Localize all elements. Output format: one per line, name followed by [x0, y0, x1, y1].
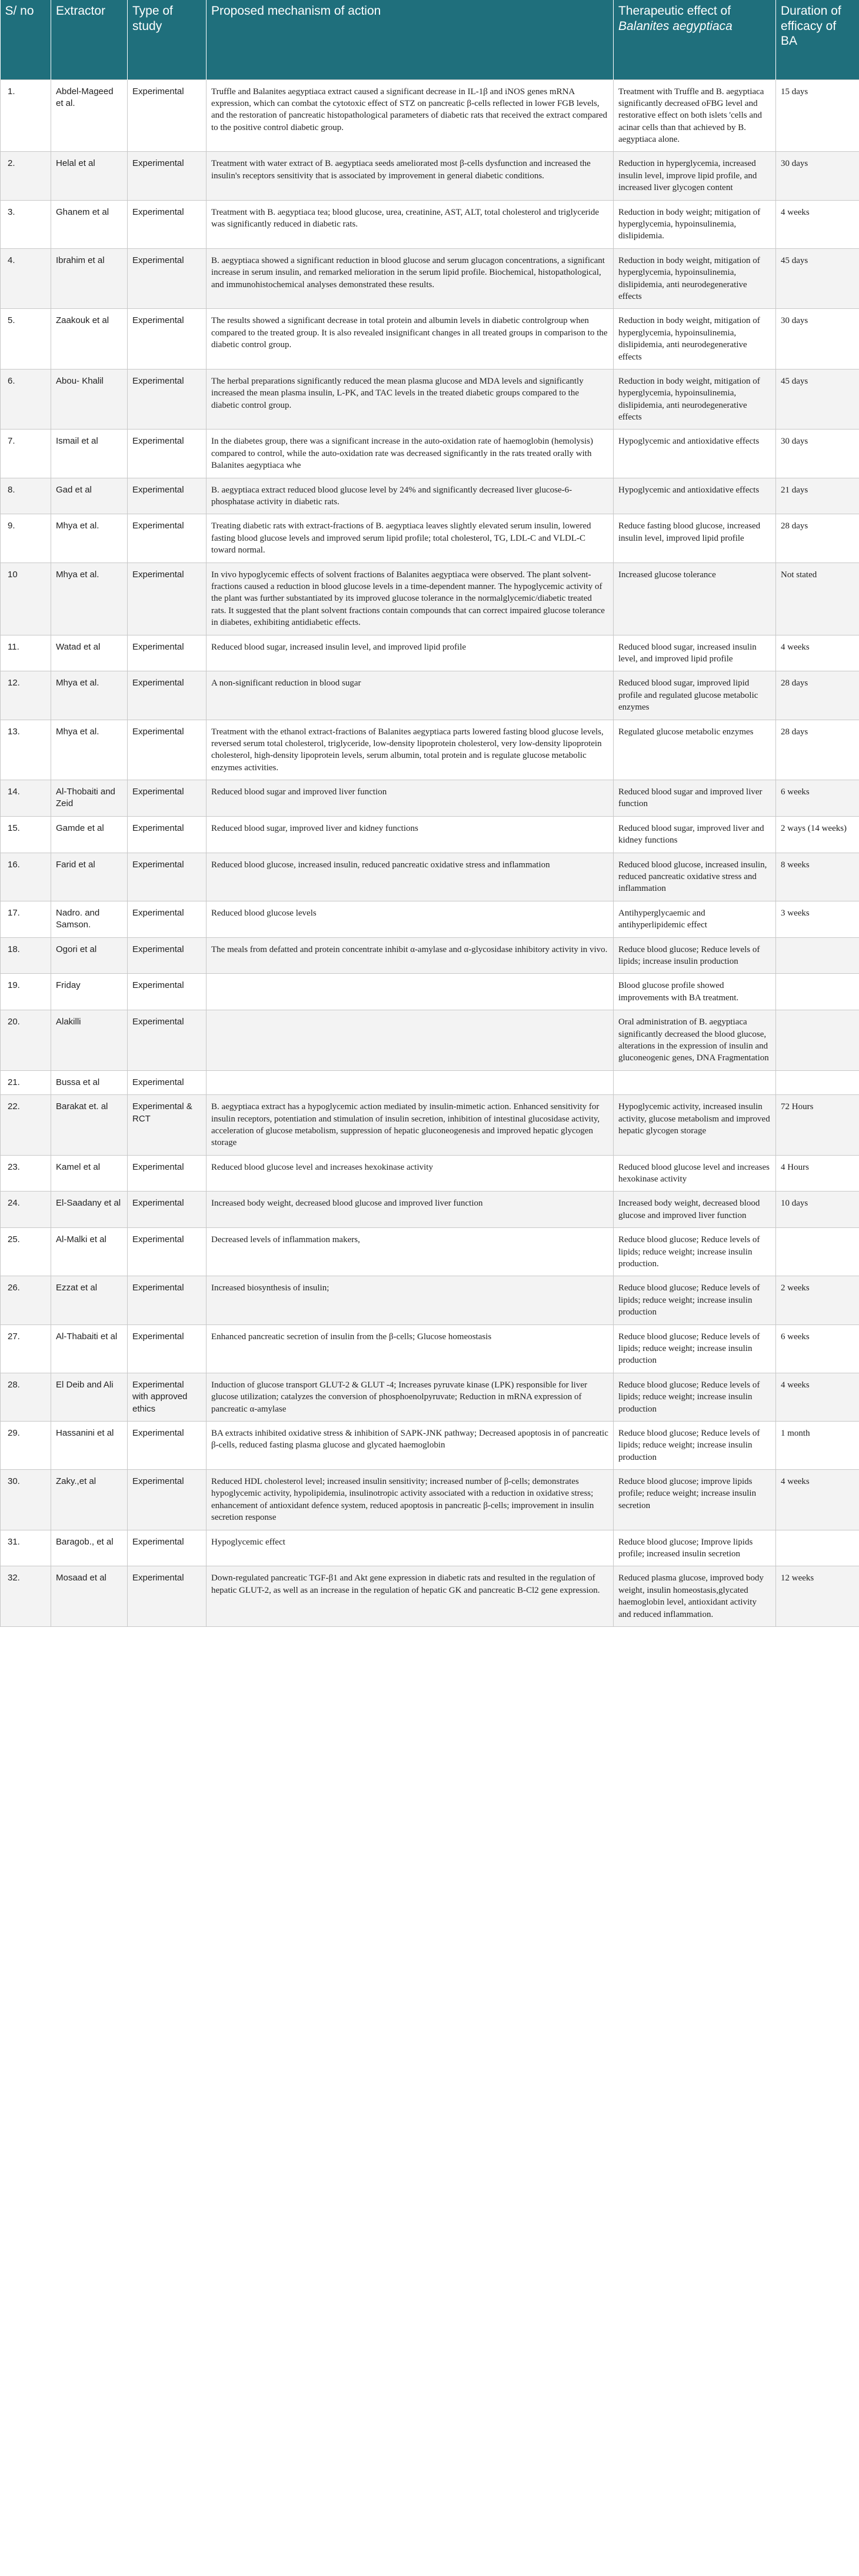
cell-type: Experimental [128, 1070, 207, 1094]
cell-extractor: Barakat et. al [51, 1095, 128, 1156]
table-row [1, 901, 859, 937]
header-sno: S/ no [1, 0, 51, 79]
cell-duration: 4 weeks [776, 635, 859, 671]
cell-sno: 16. [1, 853, 51, 901]
cell-duration: 72 Hours [776, 1095, 859, 1156]
cell-extractor: Al-Thobaiti and Zeid [51, 780, 128, 817]
cell-effect: Reduce blood glucose; improve lipids profile; reduce weight; increase insulin secretion [614, 1470, 776, 1530]
cell-sno: 29. [1, 1421, 51, 1469]
cell-extractor: Zaakouk et al [51, 309, 128, 370]
cell-effect: Treatment with Truffle and B. aegyptiaca significantly decreased oFBG level and restorative effect on both islets 'cells and acinar cells than that achieved by B. aegyptiaca alone. [614, 79, 776, 152]
table-row [1, 1421, 859, 1469]
cell-type: Experimental [128, 816, 207, 853]
cell-duration [776, 974, 859, 1010]
cell-sno: 6. [1, 369, 51, 430]
cell-extractor: Abdel-Mageed et al. [51, 79, 128, 152]
cell-effect: Antihyperglycaemic and antihyperlipidemic effect [614, 901, 776, 937]
cell-effect: Reduce blood glucose; Reduce levels of lipids; reduce weight; increase insulin production [614, 1421, 776, 1469]
table-row [1, 1228, 859, 1276]
cell-sno: 32. [1, 1566, 51, 1627]
cell-duration: 4 Hours [776, 1155, 859, 1192]
cell-duration: 45 days [776, 369, 859, 430]
cell-extractor: El-Saadany et al [51, 1192, 128, 1228]
cell-sno: 14. [1, 780, 51, 817]
cell-duration: 8 weeks [776, 853, 859, 901]
cell-mechanism: Reduced blood sugar, increased insulin level, and improved lipid profile [207, 635, 614, 671]
cell-duration: 3 weeks [776, 901, 859, 937]
cell-effect: Hypoglycemic and antioxidative effects [614, 430, 776, 478]
table-row [1, 937, 859, 974]
table-row [1, 1070, 859, 1094]
cell-sno: 31. [1, 1530, 51, 1566]
cell-mechanism: The herbal preparations significantly reduced the mean plasma glucose and MDA levels and significantly increased the mean plasma insulin, L-PK, and TAC levels in the treated diabetic groups compared to the diabetic control group. [207, 369, 614, 430]
header-effect-species: Balanites aegyptiaca [618, 19, 733, 33]
cell-sno: 26. [1, 1276, 51, 1324]
cell-duration: 45 days [776, 248, 859, 309]
cell-effect: Reduction in body weight, mitigation of hyperglycemia, hypoinsulinemia, dislipidemia, anti neurodegenerative effects [614, 248, 776, 309]
cell-mechanism: Induction of glucose transport GLUT-2 & GLUT -4; Increases pyruvate kinase (LPK) responsible for liver glucose utilization; catalyzes the conversion of phosphoenolpyruvate; Reduction in mRNA expression of pancreatic α-amylase [207, 1373, 614, 1421]
cell-type: Experimental [128, 563, 207, 635]
cell-mechanism: B. aegyptiaca showed a significant reduction in blood glucose and serum glucagon concentrations, a significant increase in serum insulin, and remarked melioration in the serum lipid profile. Biochemical, histopathological, and immunohistochemical analyses demonstrated these results. [207, 248, 614, 309]
table-row [1, 478, 859, 514]
cell-type: Experimental [128, 200, 207, 248]
cell-mechanism: Treating diabetic rats with extract-fractions of B. aegyptiaca leaves slightly elevated serum insulin, lowered fasting blood glucose levels and improved serum lipid profile; total cholesterol, TG, LDL-C and VLDL-C toward normal. [207, 514, 614, 563]
table-row [1, 671, 859, 720]
cell-sno: 15. [1, 816, 51, 853]
cell-type: Experimental [128, 1530, 207, 1566]
cell-effect: Increased body weight, decreased blood glucose and improved liver function [614, 1192, 776, 1228]
cell-type: Experimental [128, 1192, 207, 1228]
cell-type: Experimental [128, 901, 207, 937]
cell-type: Experimental [128, 853, 207, 901]
cell-mechanism: In vivo hypoglycemic effects of solvent fractions of Balanites aegyptiaca were observed. The plant solvent-fractions caused a reduction in blood glucose levels in a time-dependent manner. The hypoglycemic activity of the plant was further substantiated by its improved glucose tolerance in the normalglycemic/diabetic treated rats. It suggested that the plant solvent fractions contain compounds that can correct impaired glucose tolerance in diabetes, exhibiting antidiabetic effects. [207, 563, 614, 635]
cell-duration: 6 weeks [776, 780, 859, 817]
cell-type: Experimental [128, 1324, 207, 1373]
header-extractor: Extractor [51, 0, 128, 79]
cell-mechanism: Reduced blood glucose level and increases hexokinase activity [207, 1155, 614, 1192]
cell-mechanism: B. aegyptiaca extract reduced blood glucose level by 24% and significantly decreased liver glucose-6-phosphatase activity in diabetic rats. [207, 478, 614, 514]
cell-mechanism: B. aegyptiaca extract has a hypoglycemic action mediated by insulin-mimetic action. Enhanced sensitivity for insulin receptors, potentiation and stimulation of insulin secretion, inhibition of intestinal glucosidase activity, acceleration of glucose metabolism, suppression of hepatic gluconeogenesis and improved hepatic glycogen storage [207, 1095, 614, 1156]
cell-mechanism: Treatment with water extract of B. aegyptiaca seeds ameliorated most β-cells dysfunction and increased the insulin's receptors sensitivity that is associated by improvement in general diabetic conditions. [207, 152, 614, 200]
cell-extractor: Al-Malki et al [51, 1228, 128, 1276]
cell-sno: 20. [1, 1010, 51, 1071]
cell-type: Experimental [128, 152, 207, 200]
cell-type: Experimental [128, 937, 207, 974]
cell-duration: 2 ways (14 weeks) [776, 816, 859, 853]
cell-type: Experimental [128, 780, 207, 817]
cell-sno: 8. [1, 478, 51, 514]
cell-duration: 30 days [776, 152, 859, 200]
header-row [1, 0, 859, 79]
cell-mechanism: Treatment with B. aegyptiaca tea; blood glucose, urea, creatinine, AST, ALT, total cholesterol and triglyceride was significantly reduced in diabetic rats. [207, 200, 614, 248]
table-row [1, 514, 859, 563]
cell-effect: Reduced blood glucose level and increases hexokinase activity [614, 1155, 776, 1192]
table-row [1, 1324, 859, 1373]
cell-sno: 7. [1, 430, 51, 478]
cell-type: Experimental [128, 671, 207, 720]
table-row [1, 248, 859, 309]
cell-extractor: Kamel et al [51, 1155, 128, 1192]
cell-sno: 11. [1, 635, 51, 671]
cell-effect: Regulated glucose metabolic enzymes [614, 720, 776, 780]
cell-extractor: El Deib and Ali [51, 1373, 128, 1421]
cell-sno: 22. [1, 1095, 51, 1156]
cell-type: Experimental [128, 369, 207, 430]
cell-effect: Reduced blood sugar, increased insulin level, and improved lipid profile [614, 635, 776, 671]
cell-type: Experimental [128, 514, 207, 563]
cell-sno: 12. [1, 671, 51, 720]
cell-duration: 15 days [776, 79, 859, 152]
cell-mechanism: In the diabetes group, there was a significant increase in the auto-oxidation rate of haemoglobin (hemolysis) compared to control, while the auto-oxidation rate was decreased significantly in the rats treated orally with Balanites aegyptiaca whe [207, 430, 614, 478]
cell-type: Experimental [128, 1470, 207, 1530]
cell-mechanism: Down-regulated pancreatic TGF-β1 and Akt gene expression in diabetic rats and resulted in the regulation of hepatic GLUT-2, as well as an increase in the regulation of hepatic GK and pancreatic B-Cl2 gene expression. [207, 1566, 614, 1627]
header-mechanism: Proposed mechanism of action [207, 0, 614, 79]
cell-extractor: Mhya et al. [51, 514, 128, 563]
cell-effect: Hypoglycemic and antioxidative effects [614, 478, 776, 514]
cell-effect: Reduced blood sugar, improved lipid profile and regulated glucose metabolic enzymes [614, 671, 776, 720]
cell-duration: 28 days [776, 671, 859, 720]
cell-mechanism [207, 1010, 614, 1071]
cell-extractor: Ghanem et al [51, 200, 128, 248]
cell-mechanism: Increased biosynthesis of insulin; [207, 1276, 614, 1324]
cell-duration: 10 days [776, 1192, 859, 1228]
cell-mechanism: Reduced blood glucose, increased insulin, reduced pancreatic oxidative stress and inflammation [207, 853, 614, 901]
cell-effect: Reduce blood glucose; Reduce levels of lipids; reduce weight; increase insulin production [614, 1373, 776, 1421]
cell-duration [776, 1070, 859, 1094]
cell-extractor: Gad et al [51, 478, 128, 514]
cell-effect: Reduction in hyperglycemia, increased insulin level, improve lipid profile, and increased liver glycogen content [614, 152, 776, 200]
cell-duration: Not stated [776, 563, 859, 635]
cell-type: Experimental [128, 478, 207, 514]
cell-sno: 30. [1, 1470, 51, 1530]
cell-effect: Hypoglycemic activity, increased insulin activity, glucose metabolism and improved hepatic glycogen storage [614, 1095, 776, 1156]
header-effect-prefix: Therapeutic effect of [618, 4, 731, 18]
header-effect [614, 0, 776, 79]
cell-extractor: Watad et al [51, 635, 128, 671]
cell-type: Experimental [128, 1155, 207, 1192]
cell-extractor: Ismail et al [51, 430, 128, 478]
cell-sno: 4. [1, 248, 51, 309]
cell-mechanism: Decreased levels of inflammation makers, [207, 1228, 614, 1276]
cell-duration: 4 weeks [776, 1470, 859, 1530]
header-type: Type of study [128, 0, 207, 79]
cell-duration: 12 weeks [776, 1566, 859, 1627]
cell-effect: Reduction in body weight, mitigation of hyperglycemia, hypoinsulinemia, dislipidemia, anti neurodegenerative effects [614, 369, 776, 430]
cell-duration: 28 days [776, 720, 859, 780]
table-row [1, 1470, 859, 1530]
cell-extractor: Nadro. and Samson. [51, 901, 128, 937]
cell-duration [776, 937, 859, 974]
cell-effect: Oral administration of B. aegyptiaca significantly decreased the blood glucose, alterations in the expression of insulin and gluconeogenic genes, DNA Fragmentation [614, 1010, 776, 1071]
cell-effect: Blood glucose profile showed improvements with BA treatment. [614, 974, 776, 1010]
cell-sno: 13. [1, 720, 51, 780]
cell-type: Experimental [128, 79, 207, 152]
cell-type: Experimental [128, 720, 207, 780]
table-row [1, 1192, 859, 1228]
cell-sno: 25. [1, 1228, 51, 1276]
cell-sno: 23. [1, 1155, 51, 1192]
cell-mechanism [207, 1070, 614, 1094]
cell-effect: Reduce blood glucose; Reduce levels of lipids; reduce weight; increase insulin production [614, 1276, 776, 1324]
table-row [1, 1155, 859, 1192]
cell-effect: Reduce blood glucose; Reduce levels of lipids; reduce weight; increase insulin production. [614, 1228, 776, 1276]
cell-extractor: Hassanini et al [51, 1421, 128, 1469]
cell-mechanism: Reduced blood sugar and improved liver function [207, 780, 614, 817]
cell-mechanism: Reduced HDL cholesterol level; increased insulin sensitivity; increased number of β-cells; demonstrates hypoglycemic activity, hypolipidemia, insulinotropic activity associated with a reduction in oxidative stress; enhancement of antioxidant defence system, reduced apoptosis in pancreatic β-cells; improvement in insulin secretion response [207, 1470, 614, 1530]
cell-effect: Reduction in body weight; mitigation of hyperglycemia, hypoinsulinemia, dislipidemia. [614, 200, 776, 248]
cell-extractor: Ezzat et al [51, 1276, 128, 1324]
table-row [1, 974, 859, 1010]
cell-duration: 6 weeks [776, 1324, 859, 1373]
table-row [1, 853, 859, 901]
cell-extractor: Al-Thabaiti et al [51, 1324, 128, 1373]
table-row [1, 369, 859, 430]
cell-sno: 17. [1, 901, 51, 937]
cell-sno: 24. [1, 1192, 51, 1228]
cell-type: Experimental [128, 635, 207, 671]
cell-extractor: Mhya et al. [51, 563, 128, 635]
cell-sno: 10 [1, 563, 51, 635]
cell-duration: 4 weeks [776, 1373, 859, 1421]
cell-effect: Reduced plasma glucose, improved body weight, insulin homeostasis,glycated haemoglobin level, antioxidant activity and reduced inflammation. [614, 1566, 776, 1627]
cell-sno: 28. [1, 1373, 51, 1421]
cell-extractor: Gamde et al [51, 816, 128, 853]
cell-sno: 21. [1, 1070, 51, 1094]
cell-sno: 18. [1, 937, 51, 974]
cell-type: Experimental [128, 1228, 207, 1276]
cell-mechanism: Increased body weight, decreased blood glucose and improved liver function [207, 1192, 614, 1228]
table-row [1, 309, 859, 370]
cell-duration: 1 month [776, 1421, 859, 1469]
cell-mechanism: Hypoglycemic effect [207, 1530, 614, 1566]
cell-effect: Reduced blood sugar and improved liver function [614, 780, 776, 817]
cell-effect: Reduce fasting blood glucose, increased insulin level, improved lipid profile [614, 514, 776, 563]
cell-sno: 5. [1, 309, 51, 370]
cell-duration [776, 1228, 859, 1276]
table-row [1, 200, 859, 248]
cell-effect: Increased glucose tolerance [614, 563, 776, 635]
cell-mechanism: The results showed a significant decrease in total protein and albumin levels in diabetic controlgroup when compared to the treated group. It is also revealed insignificant changes in all treated groups in comparison to the diabetic control group. [207, 309, 614, 370]
cell-extractor: Abou- Khalil [51, 369, 128, 430]
cell-type: Experimental [128, 1010, 207, 1071]
cell-mechanism: A non-significant reduction in blood sugar [207, 671, 614, 720]
cell-type: Experimental [128, 430, 207, 478]
cell-extractor: Alakilli [51, 1010, 128, 1071]
cell-extractor: Mosaad et al [51, 1566, 128, 1627]
cell-type: Experimental with approved ethics [128, 1373, 207, 1421]
cell-extractor: Bussa et al [51, 1070, 128, 1094]
cell-extractor: Ibrahim et al [51, 248, 128, 309]
table-row [1, 152, 859, 200]
cell-sno: 1. [1, 79, 51, 152]
cell-mechanism: Enhanced pancreatic secretion of insulin from the β-cells; Glucose homeostasis [207, 1324, 614, 1373]
cell-extractor: Zaky.,et al [51, 1470, 128, 1530]
header-duration: Duration of efficacy of BA [776, 0, 859, 79]
cell-extractor: Ogori et al [51, 937, 128, 974]
cell-sno: 3. [1, 200, 51, 248]
table-row [1, 79, 859, 152]
cell-extractor: Friday [51, 974, 128, 1010]
cell-type: Experimental [128, 1421, 207, 1469]
cell-effect: Reduced blood glucose, increased insulin, reduced pancreatic oxidative stress and inflammation [614, 853, 776, 901]
cell-duration [776, 1010, 859, 1071]
table-row [1, 1010, 859, 1071]
table-row [1, 1530, 859, 1566]
cell-effect: Reduce blood glucose; Improve lipids profile; increased insulin secretion [614, 1530, 776, 1566]
cell-effect: Reduce blood glucose; Reduce levels of lipids; reduce weight; increase insulin production [614, 1324, 776, 1373]
table-row [1, 1095, 859, 1156]
cell-sno: 27. [1, 1324, 51, 1373]
cell-type: Experimental [128, 309, 207, 370]
table-row [1, 430, 859, 478]
cell-extractor: Mhya et al. [51, 720, 128, 780]
cell-type: Experimental [128, 1276, 207, 1324]
cell-mechanism: Truffle and Balanites aegyptiaca extract caused a significant decrease in IL-1β and iNOS genes mRNA expression, which can combat the cytotoxic effect of STZ on pancreatic β-cells reflected in lower FGB levels, and the restoration of pancreatic histopathological parameters of diabetic rats that received the extract compared to the positive control diabetic group. [207, 79, 614, 152]
cell-mechanism: BA extracts inhibited oxidative stress & inhibition of SAPK-JNK pathway; Decreased apoptosis in of pancreatic β-cells, reduced fasting plasma glucose and glycated haemoglobin [207, 1421, 614, 1469]
cell-sno: 9. [1, 514, 51, 563]
cell-effect [614, 1070, 776, 1094]
cell-duration: 21 days [776, 478, 859, 514]
table-row [1, 780, 859, 817]
table-row [1, 720, 859, 780]
cell-duration: 30 days [776, 430, 859, 478]
table-row [1, 1276, 859, 1324]
cell-mechanism [207, 974, 614, 1010]
cell-type: Experimental [128, 248, 207, 309]
cell-mechanism: The meals from defatted and protein concentrate inhibit α-amylase and α-glycosidase inhibitory activity in vivo. [207, 937, 614, 974]
table-row [1, 1566, 859, 1627]
table-row [1, 816, 859, 853]
cell-type: Experimental [128, 1566, 207, 1627]
cell-extractor: Mhya et al. [51, 671, 128, 720]
cell-extractor: Helal et al [51, 152, 128, 200]
cell-extractor: Baragob., et al [51, 1530, 128, 1566]
cell-sno: 19. [1, 974, 51, 1010]
cell-effect: Reduction in body weight, mitigation of hyperglycemia, hypoinsulinemia, dislipidemia, anti neurodegenerative effects [614, 309, 776, 370]
cell-duration: 30 days [776, 309, 859, 370]
table-row [1, 563, 859, 635]
cell-mechanism: Reduced blood sugar, improved liver and kidney functions [207, 816, 614, 853]
cell-type: Experimental [128, 974, 207, 1010]
table-row [1, 635, 859, 671]
cell-duration [776, 1530, 859, 1566]
cell-sno: 2. [1, 152, 51, 200]
cell-extractor: Farid et al [51, 853, 128, 901]
cell-duration: 28 days [776, 514, 859, 563]
cell-duration: 4 weeks [776, 200, 859, 248]
table-row [1, 1373, 859, 1421]
cell-duration: 2 weeks [776, 1276, 859, 1324]
cell-mechanism: Reduced blood glucose levels [207, 901, 614, 937]
cell-effect: Reduced blood sugar, improved liver and kidney functions [614, 816, 776, 853]
cell-type: Experimental & RCT [128, 1095, 207, 1156]
cell-mechanism: Treatment with the ethanol extract-fractions of Balanites aegyptiaca parts lowered fasting blood glucose levels, reversed serum total cholesterol, triglyceride, low-density lipoprotein cholesterol, very low-density lipoprotein cholesterol, high-density lipoprotein levels, serum albumin, total protein and is regulate glucose metabolic enzymes activities. [207, 720, 614, 780]
cell-effect: Reduce blood glucose; Reduce levels of lipids; increase insulin production [614, 937, 776, 974]
